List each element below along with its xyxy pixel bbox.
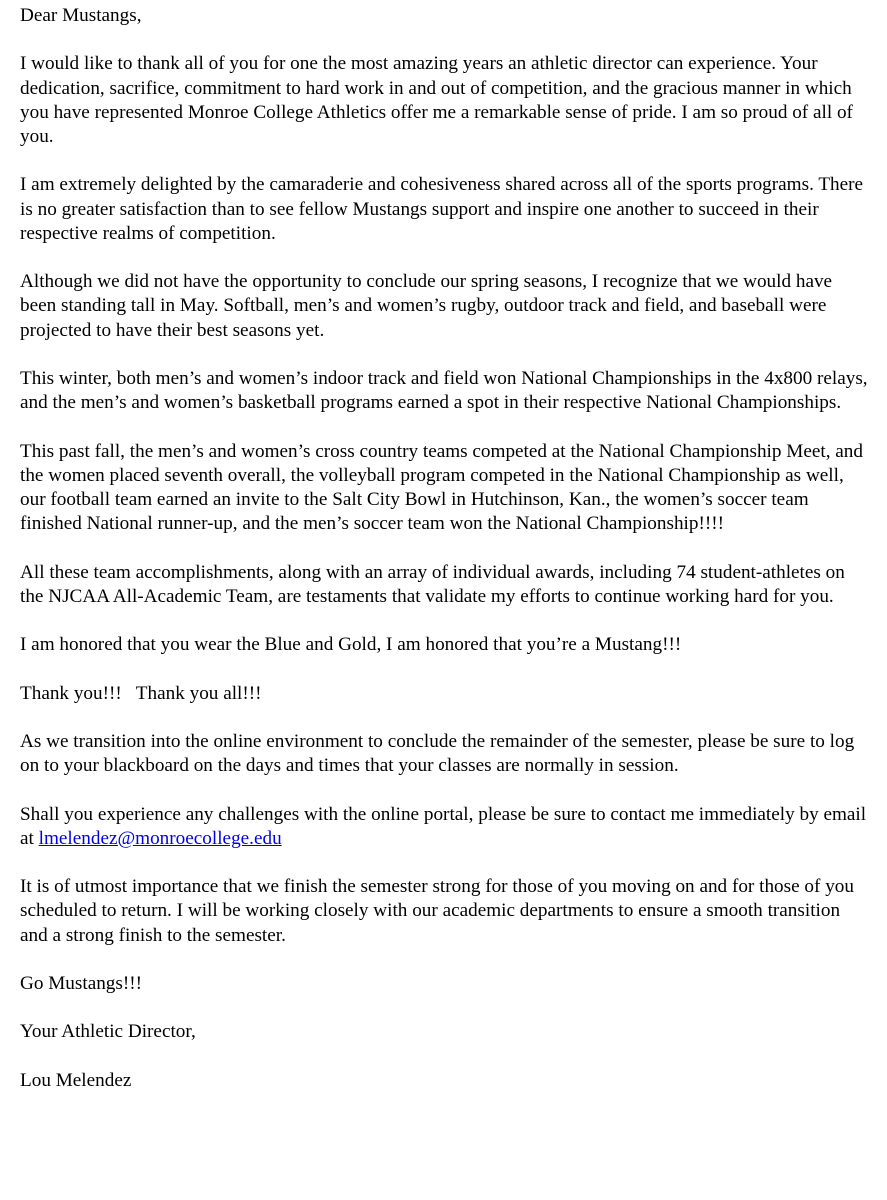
paragraph-camaraderie: I am extremely delighted by the camaraderie and cohesiveness shared across all of the sports programs. There is no greater satisfaction than to see fellow Mustangs support and inspire one another to succeed in their respective realms of competition. [20, 174, 864, 244]
paragraph-winter: This winter, both men’s and women’s indoor track and field won National Championships in the 4x800 relays, and the men’s and women’s basketball programs earned a spot in their respective National Championships. [20, 367, 868, 414]
paragraph-online-transition: As we transition into the online environment to conclude the remainder of the semester, please be sure to log on to your blackboard on the days and times that your classes are normally in session. [20, 730, 855, 777]
signature: Lou Melendez [20, 1069, 132, 1091]
paragraph-honored: I am honored that you wear the Blue and Gold, I am honored that you’re a Mustang!!! [20, 634, 682, 656]
paragraph-accomplishments: All these team accomplishments, along with an array of individual awards, including 74 student-athletes on the NJCAA All-Academic Team, are testaments that validate my efforts to continue working hard for you. [20, 561, 845, 607]
closing: Your Athletic Director, [20, 1021, 196, 1043]
paragraph-thank-you: Thank you!!! Thank you all!!! [20, 682, 262, 704]
contact-text: Shall you experience any challenges with the online portal, please be sure to contact me immediately by email at [20, 803, 867, 849]
letter-body [20, 4, 870, 1093]
paragraph-go-mustangs: Go Mustangs!!! [20, 972, 143, 994]
email-link[interactable]: lmelendez@monroecollege.edu [38, 827, 282, 849]
paragraph-fall: This past fall, the men’s and women’s cross country teams competed at the National Championship Meet, and the women placed seventh overall, the volleyball program competed in the National Championship as well, our football team earned an invite to the Salt City Bowl in Hutchinson, Kan., the women’s soccer team finished National runner-up, and the men’s soccer team won the National Championship!!!! [20, 440, 863, 535]
paragraph-finish-strong: It is of utmost importance that we finish the semester strong for those of you moving on and for those of you scheduled to return. I will be working closely with our academic departments to ensure a smooth transition and a strong finish to the semester. [20, 876, 854, 946]
paragraph-spring-seasons: Although we did not have the opportunity to conclude our spring seasons, I recognize that we would have been standing tall in May. Softball, men’s and women’s rugby, outdoor track and field, and baseball were projected to have their best seasons yet. [20, 271, 833, 341]
paragraph-thanks: I would like to thank all of you for one the most amazing years an athletic director can experience. Your dedication, sacrifice, commitment to hard work in and out of competition, and the gracious manner in which you have represented Monroe College Athletics offer me a remarkable sense of pride. I am so proud of all of you. [20, 53, 853, 147]
salutation: Dear Mustangs, [20, 5, 142, 26]
paragraph-contact [20, 803, 870, 851]
